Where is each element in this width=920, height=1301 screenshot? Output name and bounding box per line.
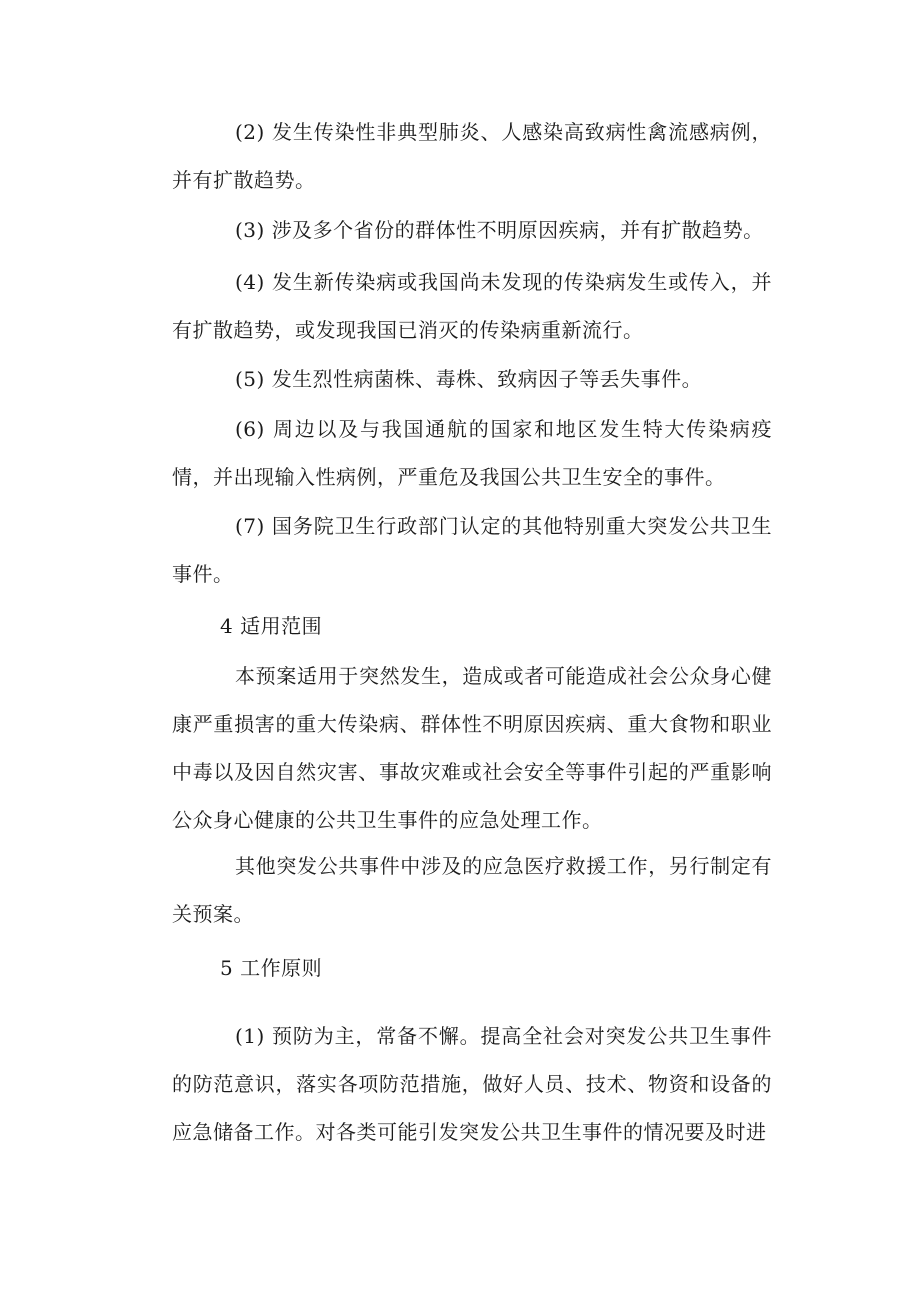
section-4-paragraph-1: 本预案适用于突然发生，造成或者可能造成社会公众身心健康严重损害的重大传染病、群体性不明原因疾病、重大食物和职业中毒以及因自然灾害、事故灾难或社会安全等事件引起的严重影响公众身心健康的公共卫生事件的应急处理工作。	[172, 664, 772, 832]
section-4-heading: 4 适用范围	[220, 614, 323, 638]
paragraph-item-7: (7) 国务院卫生行政部门认定的其他特别重大突发公共卫生事件。	[172, 514, 772, 586]
section-4-paragraph-2: 其他突发公共事件中涉及的应急医疗救援工作，另行制定有关预案。	[172, 854, 772, 926]
section-5-paragraph-1: (1) 预防为主，常备不懈。提高全社会对突发公共卫生事件的防范意识，落实各项防范措施，做好人员、技术、物资和设备的应急储备工作。对各类可能引发突发公共卫生事件的情况要及时进	[172, 1024, 772, 1144]
paragraph-item-4: (4) 发生新传染病或我国尚未发现的传染病发生或传入，并有扩散趋势，或发现我国已消灭的传染病重新流行。	[172, 270, 772, 342]
paragraph-item-2: (2) 发生传染性非典型肺炎、人感染高致病性禽流感病例，并有扩散趋势。	[172, 120, 772, 192]
section-5-heading: 5 工作原则	[220, 956, 323, 980]
paragraph-item-5: (5) 发生烈性病菌株、毒株、致病因子等丢失事件。	[235, 367, 703, 391]
paragraph-item-3: (3) 涉及多个省份的群体性不明原因疾病，并有扩散趋势。	[235, 218, 764, 242]
paragraph-item-6: (6) 周边以及与我国通航的国家和地区发生特大传染病疫情，并出现输入性病例，严重危及我国公共卫生安全的事件。	[172, 417, 772, 489]
